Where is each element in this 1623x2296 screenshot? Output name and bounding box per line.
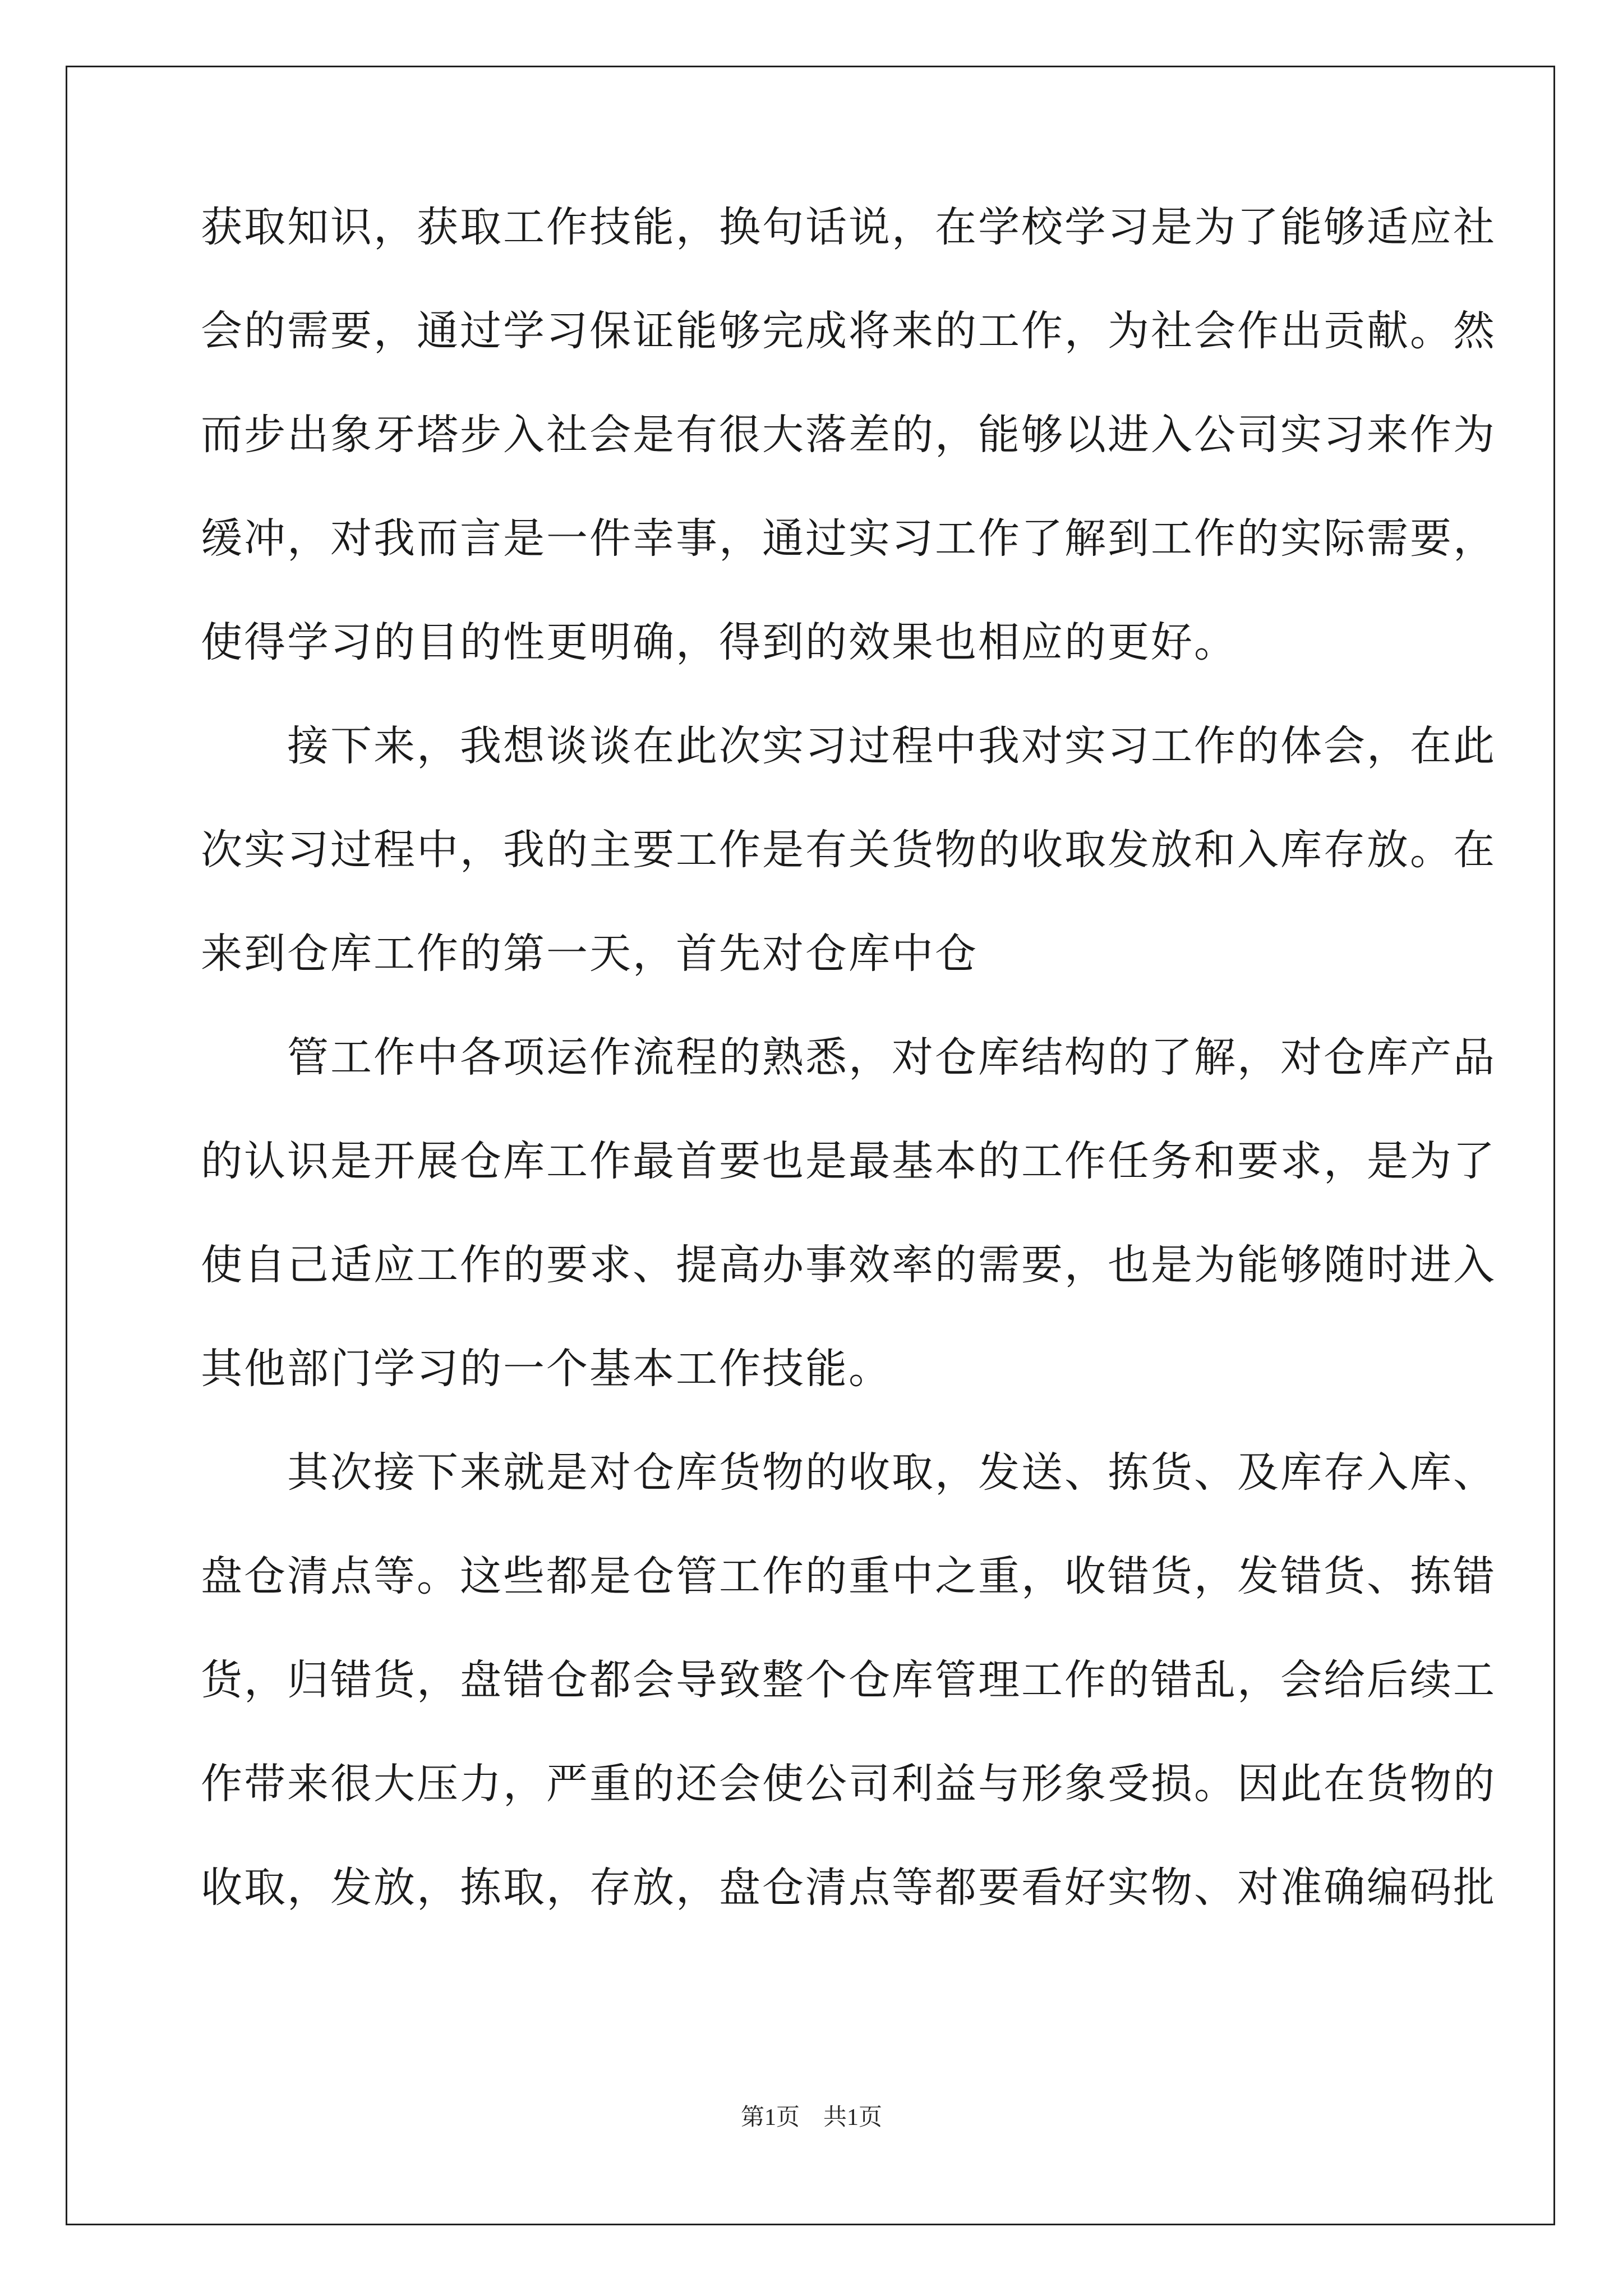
text-line: 而步出象牙塔步入社会是有很大落差的，能够以进入公司实习来作为 [201, 411, 1496, 459]
text-line: 使自己适应工作的要求、提高办事效率的需要，也是为能够随时进入 [201, 1241, 1496, 1289]
text-line: 来到仓库工作的第一天，首先对仓库中仓 [201, 930, 978, 978]
text-line: 作带来很大压力，严重的还会使公司利益与形象受损。因此在货物的 [201, 1760, 1496, 1808]
page-number-footer: 第1页 共1页 [740, 2105, 882, 2131]
text-line: 使得学习的目的性更明确，得到的效果也相应的更好。 [201, 618, 1237, 666]
text-line: 接下来，我想谈谈在此次实习过程中我对实习工作的体会，在此 [201, 722, 1496, 770]
text-line: 货，归错货，盘错仓都会导致整个仓库管理工作的错乱，会给后续工 [201, 1656, 1496, 1704]
text-line: 其次接下来就是对仓库货物的收取，发送、拣货、及库存入库、 [201, 1448, 1496, 1497]
text-line: 会的需要，通过学习保证能够完成将来的工作，为社会作出贡献。然 [201, 307, 1496, 355]
text-line: 其他部门学习的一个基本工作技能。 [201, 1345, 892, 1393]
text-line: 盘仓清点等。这些都是仓管工作的重中之重，收错货，发错货、拣错 [201, 1552, 1496, 1600]
text-line: 的认识是开展仓库工作最首要也是最基本的工作任务和要求，是为了 [201, 1137, 1496, 1185]
text-line: 次实习过程中，我的主要工作是有关货物的收取发放和入库存放。在 [201, 826, 1496, 874]
text-line: 缓冲，对我而言是一件幸事，通过实习工作了解到工作的实际需要， [201, 514, 1496, 563]
text-line: 获取知识，获取工作技能，换句话说，在学校学习是为了能够适应社 [201, 203, 1496, 251]
text-line: 管工作中各项运作流程的熟悉，对仓库结构的了解，对仓库产品 [201, 1033, 1496, 1082]
text-line: 收取，发放，拣取，存放，盘仓清点等都要看好实物、对准确编码批 [201, 1864, 1496, 1912]
